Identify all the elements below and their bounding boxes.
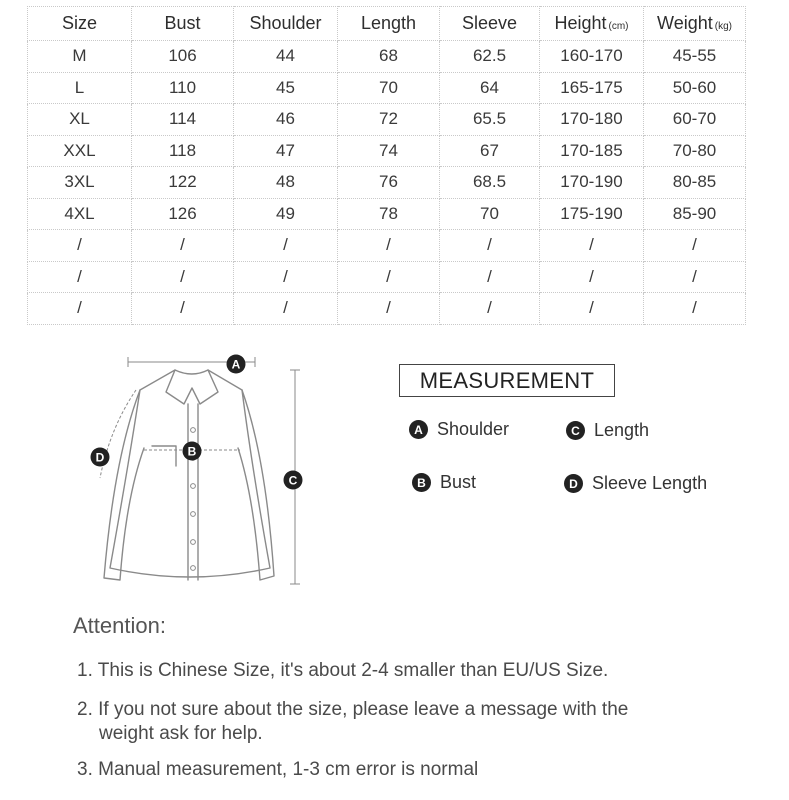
table-cell: / [28, 261, 132, 293]
table-cell: M [28, 41, 132, 73]
shirt-measurement-diagram [80, 348, 320, 598]
table-cell: 46 [234, 104, 338, 136]
table-cell: 170-185 [540, 135, 644, 167]
shirt-collar [166, 370, 218, 404]
legend-label-bust: Bust [440, 472, 477, 492]
table-cell: 170-190 [540, 167, 644, 199]
table-cell: / [234, 230, 338, 262]
badge-d-icon: D [564, 474, 583, 493]
legend-label-sleeve-length: Sleeve Length [592, 473, 708, 493]
table-cell: 60-70 [644, 104, 746, 136]
table-cell: 49 [234, 198, 338, 230]
table-row [28, 104, 746, 136]
attention-heading: Attention: [73, 613, 166, 638]
table-row [28, 261, 746, 293]
note-3-text: 3. Manual measurement, 1-3 cm error is normal [77, 759, 479, 780]
table-cell: 45-55 [644, 41, 746, 73]
svg-text:D: D [95, 450, 105, 465]
table-cell: 62.5 [440, 41, 540, 73]
marker-c-icon [284, 471, 303, 490]
table-cell: 122 [132, 167, 234, 199]
size-chart-table [27, 6, 746, 325]
legend-item-bust [412, 472, 476, 493]
table-cell: 74 [338, 135, 440, 167]
table-cell: / [644, 230, 746, 262]
table-cell: / [234, 293, 338, 325]
table-cell: / [28, 293, 132, 325]
badge-a-icon: A [409, 420, 428, 439]
table-cell: 118 [132, 135, 234, 167]
table-row [28, 293, 746, 325]
table-cell: / [644, 261, 746, 293]
header-height-unit: (cm) [608, 21, 629, 32]
marker-a-icon [227, 355, 246, 374]
legend-item-sleeve-length [564, 473, 707, 494]
table-cell: 65.5 [440, 104, 540, 136]
table-cell: 72 [338, 104, 440, 136]
table-row [28, 72, 746, 104]
svg-text:A: A [231, 357, 241, 372]
table-cell: XL [28, 104, 132, 136]
attention-note-2 [77, 698, 628, 746]
header-length: Length [338, 7, 440, 41]
table-cell: / [132, 293, 234, 325]
svg-text:B: B [187, 444, 197, 459]
attention-note-1 [77, 659, 608, 683]
table-cell: 68 [338, 41, 440, 73]
table-cell: 45 [234, 72, 338, 104]
table-cell: 70 [338, 72, 440, 104]
legend-item-shoulder [409, 419, 509, 440]
table-cell: 64 [440, 72, 540, 104]
marker-d-icon [91, 448, 110, 467]
table-cell: / [132, 230, 234, 262]
table-cell: 4XL [28, 198, 132, 230]
table-cell: 165-175 [540, 72, 644, 104]
header-sleeve: Sleeve [440, 7, 540, 41]
header-weight-unit: (kg) [714, 21, 732, 32]
header-size: Size [28, 7, 132, 41]
header-weight: Weight (kg) [644, 7, 746, 41]
attention-note-3 [77, 758, 478, 782]
table-cell: 70 [440, 198, 540, 230]
table-body [28, 41, 746, 325]
table-cell: 3XL [28, 167, 132, 199]
table-cell: / [540, 230, 644, 262]
table-cell: / [644, 293, 746, 325]
legend-label-length: Length [594, 420, 650, 440]
marker-b-icon [183, 442, 202, 461]
table-row [28, 230, 746, 262]
legend-item-length [566, 420, 649, 441]
table-cell: / [338, 261, 440, 293]
note-1-text: 1. This is Chinese Size, it's about 2-4 smaller than EU/US Size. [77, 660, 609, 681]
table-row [28, 41, 746, 73]
table-cell: 47 [234, 135, 338, 167]
badge-c-icon: C [566, 421, 585, 440]
table-cell: / [440, 293, 540, 325]
table-cell: / [338, 293, 440, 325]
header-height: Height (cm) [540, 7, 644, 41]
table-cell: / [440, 261, 540, 293]
table-cell: 110 [132, 72, 234, 104]
table-cell: 80-85 [644, 167, 746, 199]
table-cell: 68.5 [440, 167, 540, 199]
table-cell: 126 [132, 198, 234, 230]
table-cell: / [234, 261, 338, 293]
table-row [28, 135, 746, 167]
table-cell: / [540, 293, 644, 325]
table-cell: 48 [234, 167, 338, 199]
table-row [28, 198, 746, 230]
table-cell: 70-80 [644, 135, 746, 167]
table-cell: 44 [234, 41, 338, 73]
note-2-continuation: weight ask for help. [99, 723, 263, 744]
header-bust: Bust [132, 7, 234, 41]
shirt-pocket [152, 446, 176, 466]
table-cell: 170-180 [540, 104, 644, 136]
header-shoulder: Shoulder [234, 7, 338, 41]
table-cell: 67 [440, 135, 540, 167]
table-cell: / [338, 230, 440, 262]
table-cell: L [28, 72, 132, 104]
badge-b-icon: B [412, 473, 431, 492]
table-cell: 76 [338, 167, 440, 199]
note-2-text: 2. If you not sure about the size, please leave a message with the [77, 699, 629, 720]
table-row [28, 167, 746, 199]
table-cell: 85-90 [644, 198, 746, 230]
legend-label-shoulder: Shoulder [437, 419, 510, 439]
table-cell: / [440, 230, 540, 262]
table-cell: 106 [132, 41, 234, 73]
table-cell: 50-60 [644, 72, 746, 104]
table-cell: 175-190 [540, 198, 644, 230]
table-cell: / [28, 230, 132, 262]
table-cell: 78 [338, 198, 440, 230]
table-cell: / [132, 261, 234, 293]
table-cell: / [540, 261, 644, 293]
measurement-title: MEASUREMENT [399, 364, 615, 397]
svg-text:C: C [288, 473, 298, 488]
table-cell: 160-170 [540, 41, 644, 73]
table-cell: XXL [28, 135, 132, 167]
table-header-row [28, 7, 746, 41]
table-cell: 114 [132, 104, 234, 136]
